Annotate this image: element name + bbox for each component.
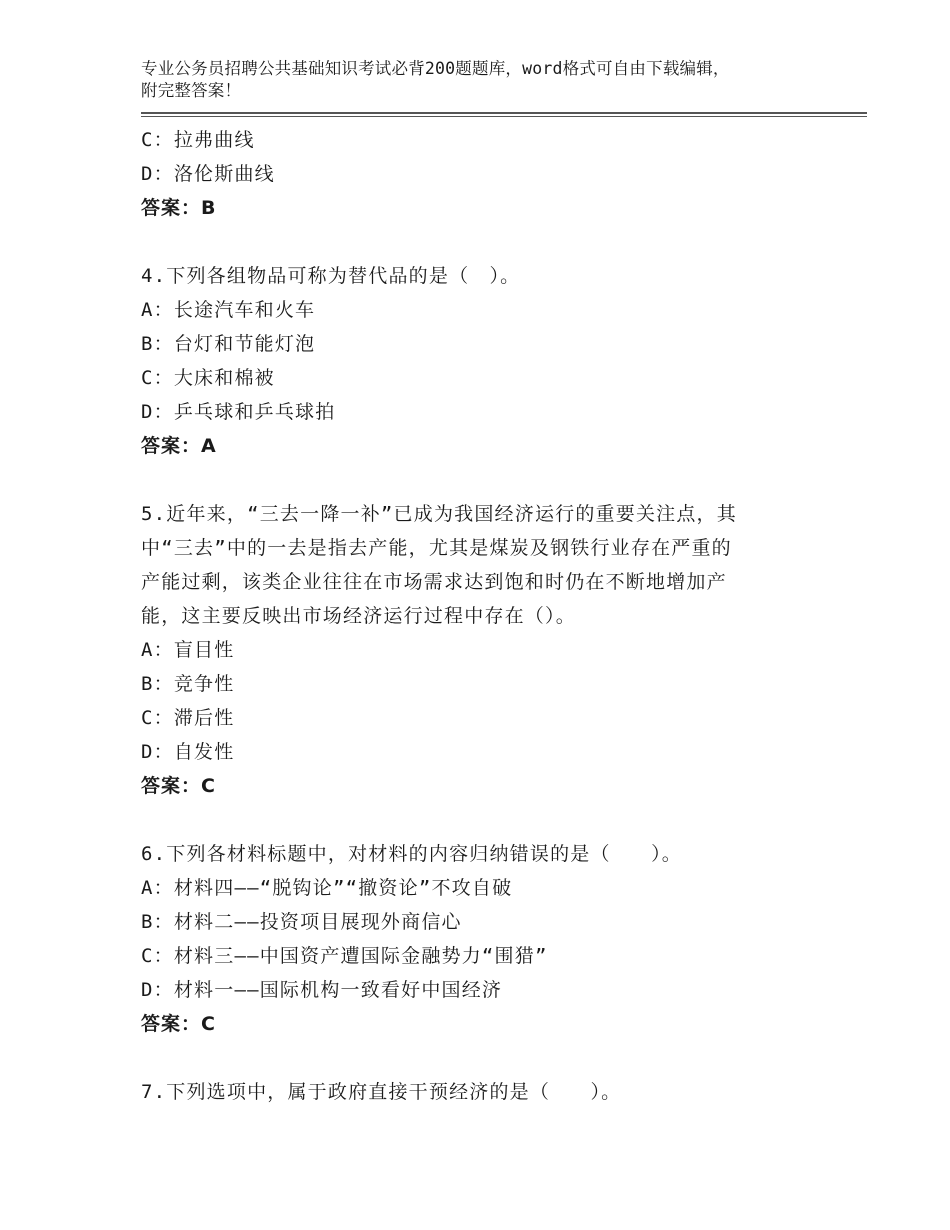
q3-option-d: D：洛伦斯曲线 [141, 163, 275, 185]
q5-stem [141, 497, 867, 633]
question-5 [141, 497, 867, 803]
spacer [141, 463, 867, 497]
q6-option-d: D：材料一——国际机构一致看好中国经济 [141, 979, 503, 1001]
q5-stem-line: 产能过剩，该类企业往往在市场需求达到饱和时仍在不断地增加产 [141, 571, 727, 593]
q5-option-a: A：盲目性 [141, 639, 235, 661]
q5-stem-line: 5.近年来，“三去一降一补”已成为我国经济运行的重要关注点，其 [141, 503, 737, 525]
q5-option-b: B：竞争性 [141, 673, 235, 695]
q4-stem: 4.下列各组物品可称为替代品的是（ ）。 [141, 265, 521, 287]
q5-option-d: D：自发性 [141, 741, 235, 763]
q5-answer: 答案：C [141, 775, 216, 797]
question-3-tail [141, 123, 867, 225]
header-line-2: 附完整答案！ [141, 81, 242, 100]
q7-stem: 7.下列选项中，属于政府直接干预经济的是（ ）。 [141, 1081, 622, 1103]
q4-answer: 答案：A [141, 435, 217, 457]
page-header [141, 58, 867, 117]
spacer [141, 803, 867, 837]
q6-option-c: C：材料三——中国资产遭国际金融势力“围猎” [141, 945, 548, 967]
document-page [141, 58, 867, 1109]
question-7 [141, 1075, 867, 1109]
question-4 [141, 259, 867, 463]
header-divider [141, 112, 867, 117]
spacer [141, 225, 867, 259]
q6-option-b: B：材料二——投资项目展现外商信心 [141, 911, 462, 933]
question-6 [141, 837, 867, 1041]
header-line-1: 专业公务员招聘公共基础知识考试必背200题题库，word格式可自由下载编辑， [141, 59, 730, 78]
question-content [141, 123, 867, 1109]
q4-option-a: A：长途汽车和火车 [141, 299, 316, 321]
q3-option-c: C：拉弗曲线 [141, 129, 255, 151]
q6-stem: 6.下列各材料标题中，对材料的内容归纳错误的是（ ）。 [141, 843, 682, 865]
q4-option-b: B：台灯和节能灯泡 [141, 333, 316, 355]
spacer [141, 1041, 867, 1075]
q6-answer: 答案：C [141, 1013, 216, 1035]
q5-option-c: C：滞后性 [141, 707, 235, 729]
q4-option-c: C：大床和棉被 [141, 367, 275, 389]
q5-stem-line: 中“三去”中的一去是指去产能，尤其是煤炭及钢铁行业存在严重的 [141, 537, 732, 559]
q6-option-a: A：材料四——“脱钩论”“撤资论”不攻自破 [141, 877, 513, 899]
q4-option-d: D：乒乓球和乒乓球拍 [141, 401, 336, 423]
q5-stem-line: 能，这主要反映出市场经济运行过程中存在（）。 [141, 605, 576, 627]
q3-answer: 答案：B [141, 197, 217, 219]
